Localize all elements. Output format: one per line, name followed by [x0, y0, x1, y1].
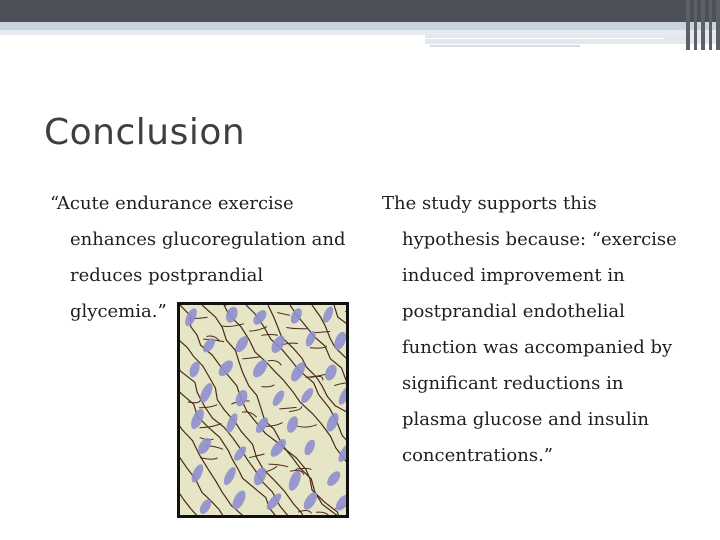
- study-support-paragraph: [382, 186, 702, 474]
- paragraph-line: significant reductions in: [402, 373, 624, 394]
- slide-title: Conclusion: [44, 112, 246, 153]
- banner-vertical-bar: [709, 0, 712, 50]
- paragraph-line: postprandial endothelial: [402, 301, 625, 322]
- quote-line: enhances glucoregulation and: [70, 229, 346, 250]
- quote-line: “Acute endurance exercise: [50, 193, 294, 214]
- banner-thin-line: [430, 45, 580, 47]
- header-banner: [0, 0, 720, 50]
- banner-vertical-bar: [686, 0, 690, 50]
- banner-vertical-bar: [716, 0, 720, 50]
- quote-line: glycemia.”: [70, 301, 167, 322]
- banner-thin-line: [425, 38, 665, 39]
- micrograph-svg: [180, 305, 346, 515]
- paragraph-line: induced improvement in: [402, 265, 625, 286]
- banner-dark-strip: [0, 0, 720, 22]
- banner-vertical-bar: [694, 0, 697, 50]
- banner-vertical-bar: [701, 0, 705, 50]
- endothelial-cell-micrograph: [177, 302, 349, 518]
- paragraph-line: The study supports this: [382, 193, 597, 214]
- paragraph-line: hypothesis because: “exercise: [402, 229, 677, 250]
- paragraph-line: concentrations.”: [402, 445, 553, 466]
- banner-light-band: [0, 22, 720, 30]
- paragraph-line: function was accompanied by: [402, 337, 673, 358]
- banner-accent-band: [425, 35, 720, 44]
- quote-line: reduces postprandial: [70, 265, 264, 286]
- micrograph-background: [180, 305, 346, 515]
- paragraph-line: plasma glucose and insulin: [402, 409, 650, 430]
